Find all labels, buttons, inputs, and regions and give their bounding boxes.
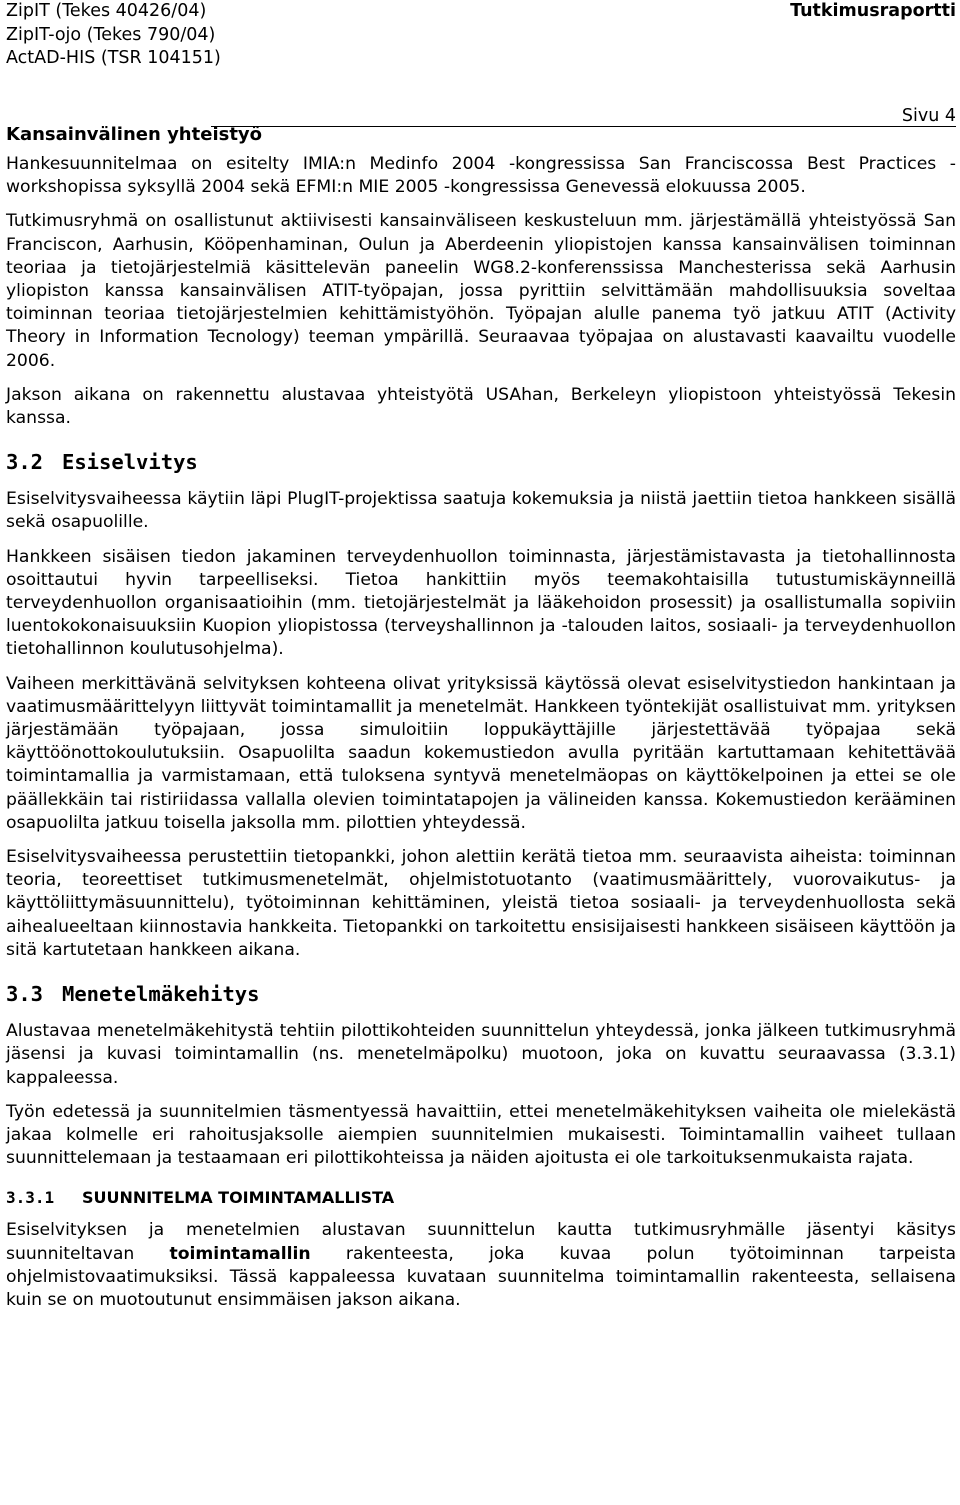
subsection-heading-3-3-1 — [6, 1181, 956, 1209]
text-run: Esiselvityksen ja menetelmien alustavan suunnittelun kautta tutkimusryhmälle jäsentyi käsitys suunniteltavan — [6, 1220, 956, 1264]
paragraph: Työn edetessä ja suunnitelmien täsmentyessä havaittiin, ettei menetelmäkehityksen vaiheita ole mielekästä jakaa kolmelle eri rahoitusjaksolle aiempien suunnitelmien mukaisesti. Toimintamallin vaiheet tullaan suunnittelemaan ja testaamaan eri pilottikohteissa ja näiden ajoitusta ei ole tarkoituksenmukaista rajata. — [6, 1101, 956, 1169]
paragraph: Esiselvitysvaiheessa käytiin läpi PlugIT-projektissa saatuja kokemuksia ja niistä jaettiin tietoa hankkeen sisällä sekä osapuolille. — [6, 489, 956, 533]
project-code-line: ZipIT (Tekes 40426/04) — [6, 1, 207, 21]
paragraph: Alustavaa menetelmäkehitystä tehtiin pilottikohteiden suunnittelun yhteydessä, jonka jälkeen tutkimusryhmä jäsensi ja kuvasi toimintamallin (ns. menetelmäpolku) muotoon, joka on kuvattu seuraavassa (3.3.1) kappaleessa. — [6, 1021, 956, 1088]
section-header — [6, 104, 956, 148]
project-codes — [6, 0, 221, 71]
project-code-line: ActAD-HIS (TSR 104151) — [6, 48, 221, 68]
heading-number: 3.3 — [6, 982, 44, 1007]
heading-title: Menetelmäkehitys — [62, 982, 260, 1007]
section-heading-3-3 — [6, 973, 956, 1008]
heading-number: 3.3.1 — [6, 1188, 55, 1208]
paragraph — [6, 1219, 956, 1312]
paragraph: Hankesuunnitelmaa on esitelty IMIA:n Medinfo 2004 -kongressissa San Franciscossa Best Practices -workshopissa syksyllä 2004 sekä EFMI:n MIE 2005 -kongressissa Genevessä elokuussa 2005. — [6, 154, 956, 198]
header-rule — [211, 126, 956, 127]
paragraph: Hankkeen sisäisen tiedon jakaminen terveydenhuollon toiminnasta, järjestämistavasta ja tietohallinnosta osoittautui hyvin tarpeelliseksi. Tietoa hankittiin myös teemakohtaisilla tutustumiskäynneillä terveydenhuollon organisaatioihin (mm. tietojärjestelmät ja lääkehoidon prosessit) ja osallistumalla sopiviin luentokokonaisuuksiin Kuopion yliopistossa (terveyshallinnon ja -talouden laitos, sosiaali- ja terveydenhuollon tietohallinnon koulutusohjelma). — [6, 546, 956, 660]
paragraph: Tutkimusryhmä on osallistunut aktiivisesti kansainväliseen keskusteluun mm. järjestämällä yhteistyössä San Franciscon, Aarhusin, Kööpenhaminan, Oulun ja Aberdeenin yliopistojen kanssa kansainvälisen toiminnan teoriaa ja tietojärjestelmiä käsittelevän paneelin WG8.2-konferenssissa Manchesterissa sekä Aarhusin yliopiston kanssa kansainvälisen ATIT-työpajan, jossa pyrittiin selvittämään mahdollisuuksia soveltaa toiminnan teoriaa tietojärjestelmien kehittämistyöhön. Työpajan alulle panema työ jatkuu ATIT (Activity Theory in Information Tecnology) teeman ympärillä. Seuraavaa työpajaa on alustavasti kaavailtu vuodelle 2006. — [6, 211, 956, 371]
page-number: Sivu 4 — [901, 106, 956, 126]
paragraph: Esiselvitysvaiheessa perustettiin tietopankki, johon alettiin kerätä tietoa mm. seuraavista aiheista: toiminnan teoria, teoreettiset tutkimusmenetelmät, ohjelmistotuotanto (vaatimusmäärittely, vuorovaikutus- ja käyttöliittymäsuunnittelu), työtoiminnan kehittäminen, yleistä tietoa sosiaali- ja terveydenhuollosta sekä aihealueeltaan kiinnostavia hankkeita. Tietopankki on tarkoitettu ensisijaisesti hankkeen sisäiseen käyttöön ja sitä kartutetaan hankkeen aikana. — [6, 847, 956, 960]
project-code-line: ZipIT-ojo (Tekes 790/04) — [6, 24, 216, 45]
heading-title: Esiselvitys — [62, 450, 198, 475]
paragraph: Vaiheen merkittävänä selvityksen kohteena olivat yrityksissä käytössä olevat esiselvitystiedon hankintaan ja vaatimusmäärittelyyn liittyvät toimintamallit ja menetelmät. Hankkeen työntekijät osallistuivat mm. yrityksen järjestämään työpajaan, jossa simuloitiin loppukäyttäjille järjestettävää työpajaa sekä käyttöönottokoulutuksiin. Osapuolilta saadun kokemustiedon avulla pyritään kartuttamaan kehitettävää toimintamallia ja varmistamaan, että tuloksena syntyvä menetelmäopas on käyttökelpoinen ja ettei se ole päällekkäin tai ristiriidassa vallalla olevien toimintatapojen ja välineiden kanssa. Kokemustiedon kerääminen osapuolilta jatkuu toisella jaksolla mm. pilottien yhteydessä. — [6, 673, 956, 833]
section-heading-3-2 — [6, 441, 956, 476]
document-type: Tutkimusraportti — [790, 1, 956, 21]
bold-term: toimintamallin — [169, 1243, 311, 1264]
heading-number: 3.2 — [6, 450, 44, 475]
section-title: Kansainvälinen yhteistyö — [6, 124, 263, 145]
heading-title: SUUNNITELMA TOIMINTAMALLISTA — [82, 1188, 395, 1208]
document-body — [6, 153, 956, 1323]
paragraph: Jakson aikana on rakennettu alustavaa yhteistyötä USAhan, Berkeleyn yliopistoon yhteistyössä Tekesin kanssa. — [6, 384, 956, 429]
text-run: rakenteesta, joka kuvaa polun työtoiminnan tarpeista ohjelmistovaatimuksiksi. Tässä kappaleessa kuvataan suunnitelma toimintamallin rakenteesta, sellaisena kuin se on muotoutunut ensimmäisen jakson aikana. — [6, 1243, 956, 1310]
